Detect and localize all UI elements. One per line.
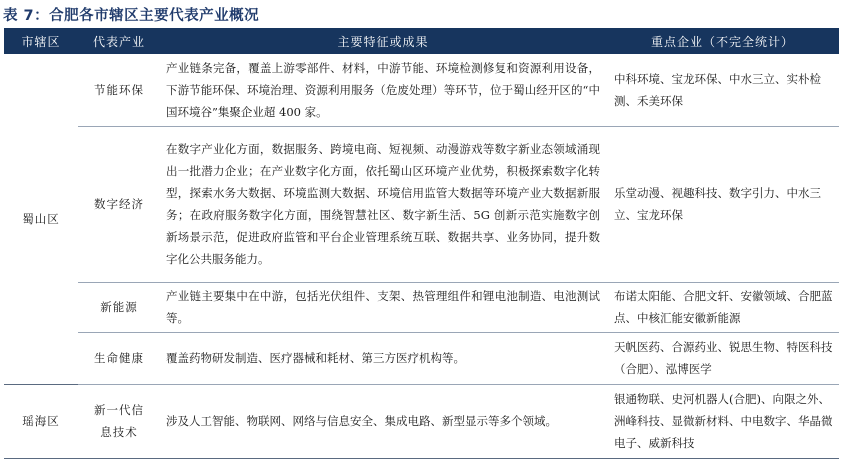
header-companies: 重点企业（不完全统计） [606,28,839,54]
industry-cell: 新一代信息技术 [78,384,160,458]
table-row [4,282,839,332]
header-industry: 代表产业 [78,28,160,54]
table-row [4,54,839,126]
table-header-row [4,28,839,54]
area-cell: 蜀山区 [4,54,78,384]
companies-cell: 银通物联、史河机器人(合肥)、向限之外、洲峰科技、显微新材料、中电数字、华晶微电子、威新科技 [606,384,839,458]
features-cell: 涉及人工智能、物联网、网络与信息安全、集成电路、新型显示等多个领域。 [160,384,606,458]
companies-cell: 中科环境、宝龙环保、中水三立、实朴检测、禾美环保 [606,54,839,126]
companies-cell: 布诺太阳能、合肥文轩、安徽领域、合肥蓝点、中核汇能安徽新能源 [606,282,839,332]
industry-cell: 节能环保 [78,54,160,126]
header-features: 主要特征或成果 [160,28,606,54]
industry-cell: 生命健康 [78,332,160,384]
header-area: 市辖区 [4,28,78,54]
features-cell: 产业链主要集中在中游，包括光伏组件、支架、热管理组件和锂电池制造、电池测试等。 [160,282,606,332]
features-cell: 覆盖药物研发制造、医疗器械和耗材、第三方医疗机构等。 [160,332,606,384]
features-cell: 在数字产业化方面，数据服务、跨境电商、短视频、动漫游戏等数字新业态领域涌现出一批潜力企业；在产业数字化方面，依托蜀山区环境产业优势，积极探索数字化转型，探索水务大数据、环境监测大数据、环境信用监管大数据等环境产业大数据新服务；在政府服务数字化方面，围绕智慧社区、数字新生活、5G 创新示范实施数字创新场景示范，促进政府监管和平台企业管理系统互联、数据共享、业务协同，提升数字化公共服务能力。 [160,126,606,282]
table-row [4,332,839,384]
industry-table [4,28,839,459]
table-row [4,384,839,458]
table-title: 表 7：合肥各市辖区主要代表产业概况 [3,8,260,24]
industry-cell: 数字经济 [78,126,160,282]
companies-cell: 乐堂动漫、视趣科技、数字引力、中水三立、宝龙环保 [606,126,839,282]
companies-cell: 天帆医药、合源药业、锐思生物、特医科技（合肥）、泓博医学 [606,332,839,384]
industry-cell: 新能源 [78,282,160,332]
table-row [4,126,839,282]
features-cell: 产业链条完备，覆盖上游零部件、材料，中游节能、环境检测修复和资源利用设备，下游节能环保、环境治理、资源利用服务（危废处理）等环节，位于蜀山经开区的“中国环境谷”集聚企业超 400 家。 [160,54,606,126]
area-cell: 瑶海区 [4,384,78,458]
